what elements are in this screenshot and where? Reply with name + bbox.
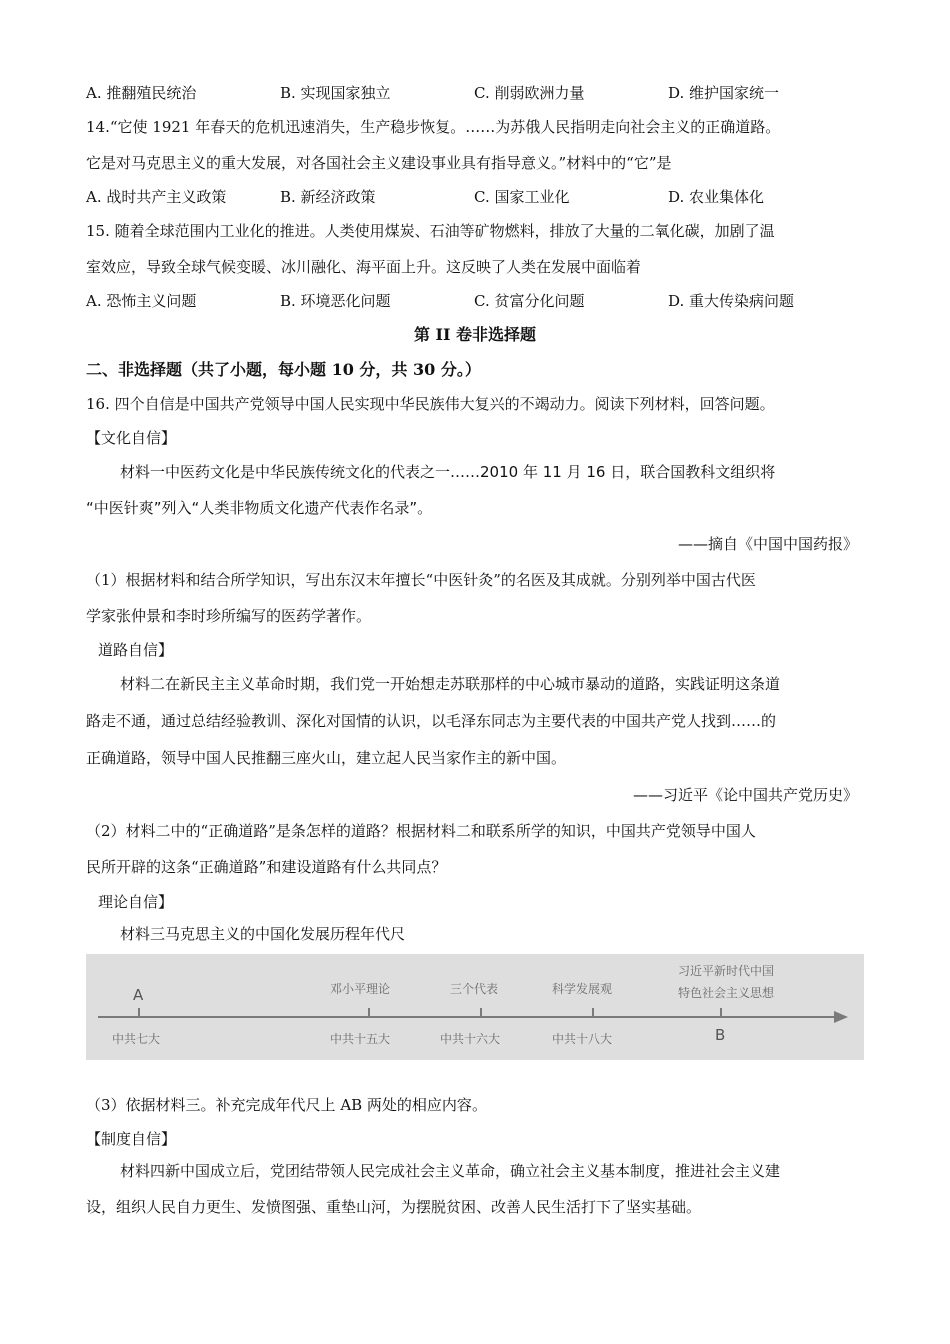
timeline-axis [98, 1016, 838, 1018]
q13-option-b: B. 实现国家独立 [280, 84, 391, 102]
timeline-tick [480, 1008, 482, 1017]
q15-stem-line2: 室效应，导致全球气候变暖、冰川融化、海平面上升。这反映了人类在发展中面临着 [86, 258, 642, 276]
q14-option-b: B. 新经济政策 [280, 188, 376, 206]
q13-option-d: D. 维护国家统一 [668, 84, 780, 102]
timeline-label-15th: 中共十五大 [330, 1032, 391, 1046]
culture-material-line1: 材料一中医药文化是中华民族传统文化的代表之一……2010 年 11 月 16 日，联合国教科文组织将 [120, 463, 776, 481]
culture-material-line2: “中医针爽”列入“人类非物质文化遗产代表作名录”。 [86, 499, 433, 517]
culture-question-line2: 学家张仲景和李时珍所编写的医药学著作。 [86, 607, 372, 625]
system-heading: 【制度自信】 [86, 1130, 177, 1148]
q15-option-c: C. 贫富分化问题 [474, 292, 585, 310]
q16-intro: 16. 四个自信是中国共产党领导中国人民实现中华民族伟大复兴的不竭动力。阅读下列材料，回答问题。 [86, 395, 775, 413]
q15-option-d: D. 重大传染病问题 [668, 292, 795, 310]
timeline-tick [592, 1008, 594, 1017]
timeline-label-18th: 中共十八大 [552, 1032, 613, 1046]
part2-title: 第 II 卷非选择题 [413, 325, 537, 344]
q14-option-c: C. 国家工业化 [474, 188, 570, 206]
timeline-label-xi-line2: 特色社会主义思想 [678, 986, 775, 1000]
road-material-line1: 材料二在新民主主义革命时期，我们党一开始想走苏联那样的中心城市暴动的道路，实践证明这条道 [120, 675, 781, 693]
road-question-line1: （2）材料二中的“正确道路”是条怎样的道路？根据材料二和联系所学的知识，中国共产党领导中国人 [86, 822, 756, 840]
system-material-line2: 设，组织人民自力更生、发愤图强、重垫山河，为摆脱贫困、改善人民生活打下了坚实基础。 [86, 1198, 702, 1216]
timeline-label-b: B [715, 1026, 726, 1044]
culture-heading: 【文化自信】 [86, 429, 177, 447]
timeline-label-three-represents: 三个代表 [450, 982, 499, 996]
culture-source: ——摘自《中国中国药报》 [677, 535, 858, 553]
q14-option-a: A. 战时共产主义政策 [86, 188, 227, 206]
timeline-label-7th: 中共七大 [112, 1032, 161, 1046]
q14-stem-line2: 它是对马克思主义的重大发展，对各国社会主义建设事业具有指导意义。”材料中的“它”是 [86, 154, 672, 172]
timeline-tick [720, 1008, 722, 1017]
timeline-label-deng: 邓小平理论 [330, 982, 391, 996]
theory-material: 材料三马克思主义的中国化发展历程年代尺 [120, 925, 406, 943]
road-question-line2: 民所开辟的这条“正确道路”和建设道路有什么共同点？ [86, 858, 447, 876]
q15-stem-line1: 15. 随着全球范围内工业化的推进。人类使用煤炭、石油等矿物燃料，排放了大量的二氧化碳，加剧了温 [86, 222, 775, 240]
system-material-line1: 材料四新中国成立后，党团结带领人民完成社会主义革命，确立社会主义基本制度，推进社会主义建 [120, 1162, 781, 1180]
theory-question: （3）依据材料三。补充完成年代尺上 AB 两处的相应内容。 [86, 1096, 487, 1114]
section2-header: 二、非选择题（共了小题，每小题 10 分，共 30 分。） [86, 360, 481, 379]
road-heading: 道路自信】 [98, 641, 174, 659]
q15-option-a: A. 恐怖主义问题 [86, 292, 197, 310]
theory-heading: 理论自信】 [98, 893, 174, 911]
road-material-line3: 正确道路，领导中国人民推翻三座火山，建立起人民当家作主的新中国。 [86, 749, 567, 767]
timeline-label-16th: 中共十六大 [440, 1032, 501, 1046]
q14-stem-line1: 14.“它使 1921 年春天的危机迅速消失，生产稳步恢复。……为苏俄人民指明走向社会主义的正确道路。 [86, 118, 781, 136]
timeline-label-scientific: 科学发展观 [552, 982, 613, 996]
timeline-arrow [834, 1011, 848, 1023]
road-source: ——习近平《论中国共产党历史》 [632, 786, 858, 804]
q14-option-d: D. 农业集体化 [668, 188, 765, 206]
culture-question-line1: （1）根据材料和结合所学知识，写出东汉末年擅长“中医针灸”的名医及其成就。分别列举中国古代医 [86, 571, 756, 589]
road-material-line2: 路走不通，通过总结经验教训、深化对国情的认识，以毛泽东同志为主要代表的中国共产党人找到……的 [86, 712, 777, 730]
timeline-tick [368, 1008, 370, 1017]
timeline-tick [138, 1008, 140, 1017]
q13-option-a: A. 推翻殖民统治 [86, 84, 197, 102]
q13-option-c: C. 削弱欧洲力量 [474, 84, 585, 102]
timeline-label-a: A [133, 986, 144, 1004]
timeline-figure [86, 954, 864, 1060]
q15-option-b: B. 环境恶化问题 [280, 292, 391, 310]
timeline-label-xi-line1: 习近平新时代中国 [678, 964, 775, 978]
